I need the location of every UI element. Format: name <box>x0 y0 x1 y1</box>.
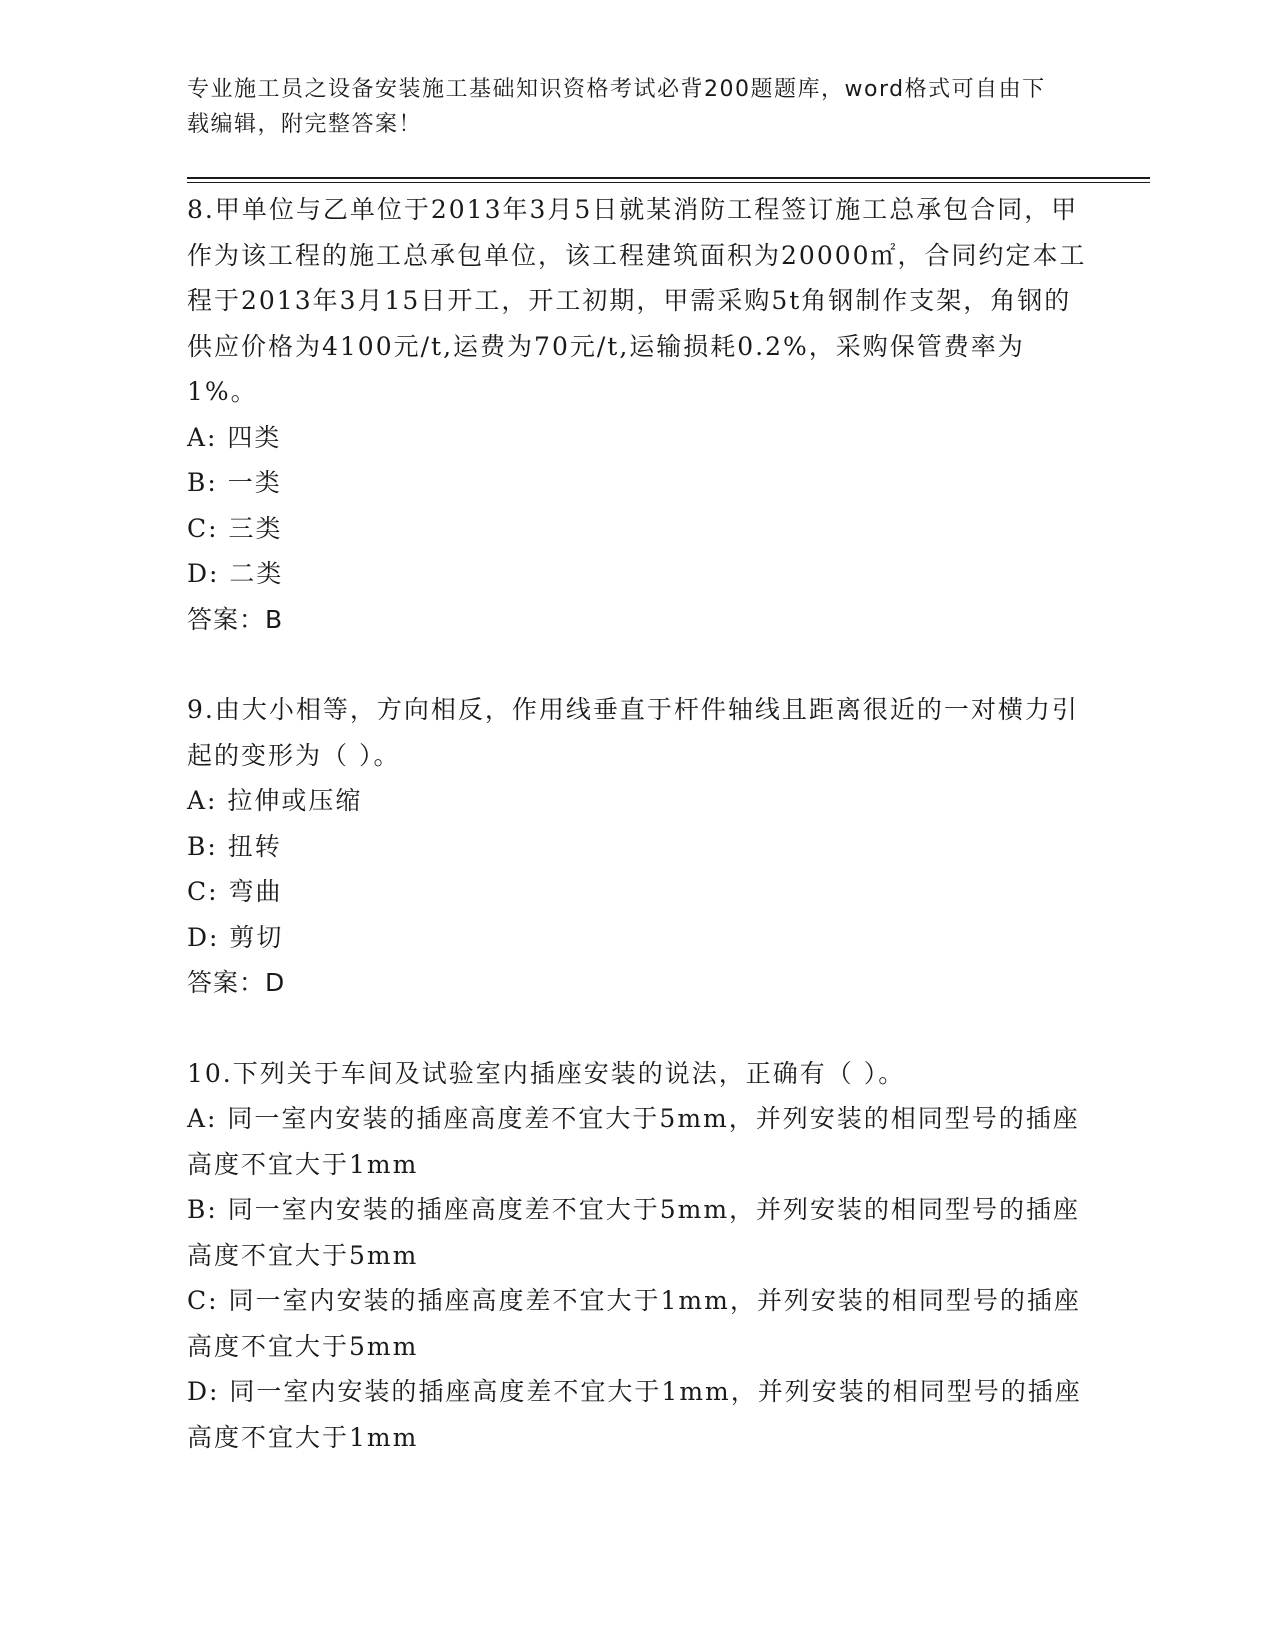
option-c: C: 弯曲 <box>187 877 283 906</box>
page-header: 专业施工员之设备安装施工基础知识资格考试必背200题题库，word格式可自由下载编辑，附完整答案！ <box>187 77 1046 137</box>
option-a: A: 四类 <box>187 422 282 452</box>
option-d: D: 同一室内安装的插座高度差不宜大于1mm，并列安装的相同型号的插座高度不宜大于1mm <box>187 1377 1082 1452</box>
answer-text: 答案：D <box>187 968 286 997</box>
option-b: B: 扭转 <box>187 831 282 861</box>
question-list <box>187 187 1087 1460</box>
question-item <box>187 1051 1087 1461</box>
option-c: C: 三类 <box>187 513 283 543</box>
option-b: B: 同一室内安装的插座高度差不宜大于5mm，并列安装的相同型号的插座高度不宜大于5mm <box>187 1195 1081 1270</box>
option-a: A: 拉伸或压缩 <box>187 786 363 815</box>
answer-text: 答案：B <box>187 604 284 634</box>
question-text: 10.下列关于车间及试验室内插座安装的说法，正确有（ ）。 <box>187 1058 906 1088</box>
header-divider <box>187 177 1150 183</box>
option-d: D: 二类 <box>187 559 284 588</box>
option-c: C: 同一室内安装的插座高度差不宜大于1mm，并列安装的相同型号的插座高度不宜大于5mm <box>187 1286 1081 1361</box>
option-b: B: 一类 <box>187 468 282 497</box>
option-a: A: 同一室内安装的插座高度差不宜大于5mm，并列安装的相同型号的插座高度不宜大于1mm <box>187 1104 1080 1179</box>
question-item <box>187 687 1087 1006</box>
option-d: D: 剪切 <box>187 922 284 952</box>
question-item <box>187 187 1087 642</box>
question-text: 8.甲单位与乙单位于2013年3月5日就某消防工程签订施工总承包合同，甲作为该工程的施工总承包单位，该工程建筑面积为20000㎡，合同约定本工程于2013年3月15日开工，开工初期，甲需采购5t角钢制作支架，角钢的供应价格为4100元/t,运费为70元/t,运输损耗0.2%，采购保管费率为1%。 <box>187 195 1087 406</box>
question-text: 9.由大小相等，方向相反，作用线垂直于杆件轴线且距离很近的一对横力引起的变形为（ ）。 <box>187 695 1079 770</box>
